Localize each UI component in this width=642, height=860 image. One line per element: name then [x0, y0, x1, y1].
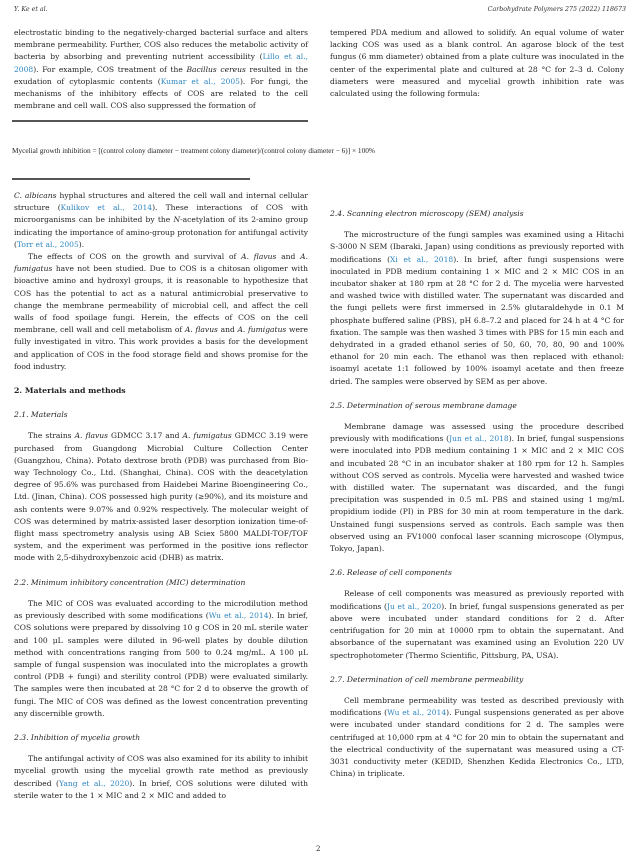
species-name: C. albicans: [14, 191, 57, 200]
text: hyphal structures and altered the cell wall and internal cellular structure (: [14, 191, 308, 213]
species-name: A. flavus: [241, 252, 277, 262]
text: ). In brief, COS solutions were prepared by dissolving 10 g COS in 20 mL sterile water and 100 μL samples were diluted in 96-well plates by double dilution method with concentrations ranging from 500 to 0.24 mg/mL. A 100 μL sample of fungal suspension was inoculated into the microplates a growth control (PDB + fungi) and sterility control (PDB) were evaluated similarly. The samples were then incubated at 28 °C for 2 d to observe the growth of fungi. The MIC of COS was defined as the lowest concentration preventing any discernible growth.: [14, 611, 308, 718]
running-head-journal: Carbohydrate Polymers 275 (2022) 118673: [487, 6, 626, 13]
citation-link[interactable]: Kumar et al., 2005: [160, 76, 240, 86]
text: Membrane damage was assessed using the procedure described previously with modifications (: [330, 422, 624, 444]
text: and: [276, 252, 301, 262]
text: electrostatic binding to the negatively-charged bacterial surface and alters membrane permeability. Further, COS also reduces the metabolic activity of bacteria by absorbing and preventing nutrient accessibility (: [14, 28, 308, 62]
text: ). In brief, after fungi suspensions were inoculated in PDB medium containing 1 × MIC and 2 × MIC COS in an incubator shaker at 180 rpm at 28 °C for 2 d. The mycelia were harvested and washed twice with distilled water. The supernatant was discarded and the fungi pellets were first immersed in 2.5% glutaraldehyde in 0.1 M phosphate buffered saline (PBS), pH 6.8–7.2 and placed for 24 h at 4 °C for fixation. The sample was then washed 3 times with PBS for 15 min each and dehydrated in a graded ethanol series of 50, 60, 70, 80, 90 and 100% ethanol for 20 min each. The ethanol was then replaced with ethanol: isoamyl acetate 1:1 followed by 100% isoamyl acetate and then freeze dried. The samples were observed by SEM as per above.: [330, 254, 624, 386]
subsection-heading: 2.3. Inhibition of mycelia growth: [14, 732, 141, 742]
text: The antifungal activity of COS was also examined for its ability to inhibit mycelial growth using the mycelial growth rate method as previously described (: [14, 754, 308, 788]
text: ). In brief, COS solutions were diluted with sterile water to the 1 × MIC and 2 × MIC and added to: [14, 778, 308, 800]
species-name: A. flavus: [74, 431, 109, 441]
subsection-heading: 2.1. Materials: [14, 410, 68, 420]
top-left-paragraph: [14, 27, 308, 112]
subsection-heading: 2.2. Minimum inhibitory concentration (MIC) determination: [14, 577, 246, 587]
text: ). These interactions of COS with microorganisms can be inhibited by the: [14, 203, 308, 225]
divider: [12, 120, 308, 122]
text: The MIC of COS was evaluated according to the microdilution method as previously described with some modifications (: [14, 598, 308, 621]
text: GDMCC 3.19 were purchased from Guangdong Microbial Culture Collection Center (Guangzhou, China). Potato dextrose broth (PDB) was purchased from Bio-way Technology Co., Ltd. (Shanghai, China). COS with the deacetylation degree of 95.6% was purchased from Haidebei Marine Bioengineering Co., Ltd. (Jinan, China). COS possessed high purity (≥90%), and its moisture and ash contents were 9.07% and 0.92% respectively. The molecular weight of COS was determined by matrix-assisted laser desorption ionization time-of-flight mass spectrometry analysis using AB Sciex 5800 MALDI-TOF/TOF system, and the experiment was performed in the positive ions reflector mode with 2,5-dihydroxybenzoic acid (DHB) as matrix.: [14, 431, 308, 563]
citation-link[interactable]: Wu et al., 2014: [387, 708, 447, 718]
text: The effects of COS on the growth and survival of: [28, 252, 242, 262]
text: ). Fungal suspensions generated as per above were incubated under standard conditions for 2 d. The samples were centrifuged at 10,000 rpm at 4 °C for 20 min to obtain the supernatant and the electrical conductivity of the supernatant was measured using a CT-3031 conductivity meter (KEDID, Shenzhen Kedida Electronics Co., LTD, China) in triplicate.: [330, 708, 624, 779]
text: GDMCC 3.17 and: [108, 431, 183, 441]
species-name: A. fumigatus: [237, 325, 287, 335]
citation-link[interactable]: Ju et al., 2020: [387, 601, 442, 611]
text: ). In brief, fungal suspensions generated as per above were incubated under standard conditions for 2 d. After centrifugation for 20 min at 10000 rpm to obtain the supernatant. And absorbance of the supernatant was examined using an Evolution 220 UV spectrophotometer (Thermo Scientific, Pittsburg, PA, USA).: [330, 601, 624, 660]
page-number: 2: [316, 845, 321, 853]
species-name: A. fumigatus: [182, 431, 232, 441]
text: and: [217, 325, 238, 335]
left-column: [14, 190, 308, 802]
citation-link[interactable]: Wu et al., 2014: [208, 611, 269, 621]
text: were fully investigated in vitro. This work provides a basis for the development and application of COS in the food storage field and shows promise for the food industry.: [14, 325, 308, 371]
text: ). In brief, fungal suspensions were inoculated into PDB medium containing 1 × MIC and 2 × MIC COS and incubated 28 °C in an incubator shaker at 180 rpm for 12 h. Samples without COS served as controls. Mycelia were harvested and washed twice with distilled water. The supernatant was discarded, and the fungi precipitation was suspended in 0.5 mL PBS and stained using 1 mg/mL propidium iodide (PI) in PBS for 30 min at room temperature in the dark. Unstained fungi suspensions served as controls. Each sample was then observed using an FV1000 confocal laser scanning microscope (Olympus, Tokyo, Japan).: [330, 434, 624, 554]
citation-link[interactable]: Kulikov et al., 2014: [60, 203, 153, 213]
text: -acetylation of its 2-amino group indicating the importance of amino-group protonation for antifungal activity (: [14, 215, 308, 249]
text: ).: [78, 239, 85, 249]
species-name: A. fumigatus: [14, 252, 308, 274]
text: The microstructure of the fungi samples was examined using a Hitachi S-3000 N SEM (Ibaraki, Japan) using conditions as previously reported with modifications (: [330, 230, 624, 264]
running-head-authors: Y. Ke et al.: [14, 6, 48, 13]
text: ). For fungi, the mechanisms of the inhibitory effects of COS are related to the cell membrane and cell wall. COS also suppressed the formation of: [14, 76, 308, 111]
text: ). For example, COS treatment of the: [33, 64, 187, 74]
divider: [12, 178, 250, 180]
citation-link[interactable]: Yang et al., 2020: [58, 778, 130, 788]
right-column: [330, 190, 624, 780]
equation: Mycelial growth inhibition = [(control colony diameter − treatment colony diameter)/(control colony diameter − 6)] × 100%: [12, 146, 375, 155]
text: Cell membrane permeability was tested as described previously with modifications (: [330, 695, 624, 718]
text: resulted in the exudation of cytoplasmic contents (: [14, 64, 308, 86]
text: Release of cell components was measured as previously reported with modifications (: [330, 589, 624, 611]
text: The strains: [28, 431, 75, 441]
subsection-heading: 2.5. Determination of serous membrane damage: [330, 400, 517, 410]
subsection-heading: 2.6. Release of cell components: [330, 568, 452, 578]
citation-link[interactable]: Jun et al., 2018: [449, 434, 509, 444]
text: have not been studied. Due to COS is a chitosan oligomer with bioactive amino and hydroxyl groups, it is reasonable to hypothesize that COS has the potential to act as a natural antimicrobial preservative to change the membrane permeability of microbial cell, and affect the cell walls of food spoilage fungi. Herein, the effects of COS on the cell membrane, cell wall and cell metabolism of: [14, 264, 308, 335]
citation-link[interactable]: Xi et al., 2018: [390, 254, 454, 264]
italic-text: N: [173, 215, 181, 225]
text: tempered PDA medium and allowed to solidify. An equal volume of water lacking COS was used as a blank control. An agarose block of the test fungus (6 mm diameter) obtained from a plate culture was inoculated in the center of the experimental plate and cultured at 28 °C for 2–3 d. Colony diameters were measured and mycelial growth inhibition rate was calculated using the following formula:: [330, 28, 624, 99]
citation-link[interactable]: Torr et al., 2005: [16, 239, 79, 249]
species-name: Bacillus cereus: [186, 64, 246, 74]
top-right-paragraph: [330, 27, 624, 100]
citation-link[interactable]: Lillo et al., 2008: [14, 52, 309, 74]
species-name: A. flavus: [184, 325, 218, 335]
section-heading: 2. Materials and methods: [14, 386, 126, 396]
subsection-heading: 2.4. Scanning electron microscopy (SEM) analysis: [330, 209, 524, 218]
subsection-heading: 2.7. Determination of cell membrane permeability: [330, 674, 524, 684]
